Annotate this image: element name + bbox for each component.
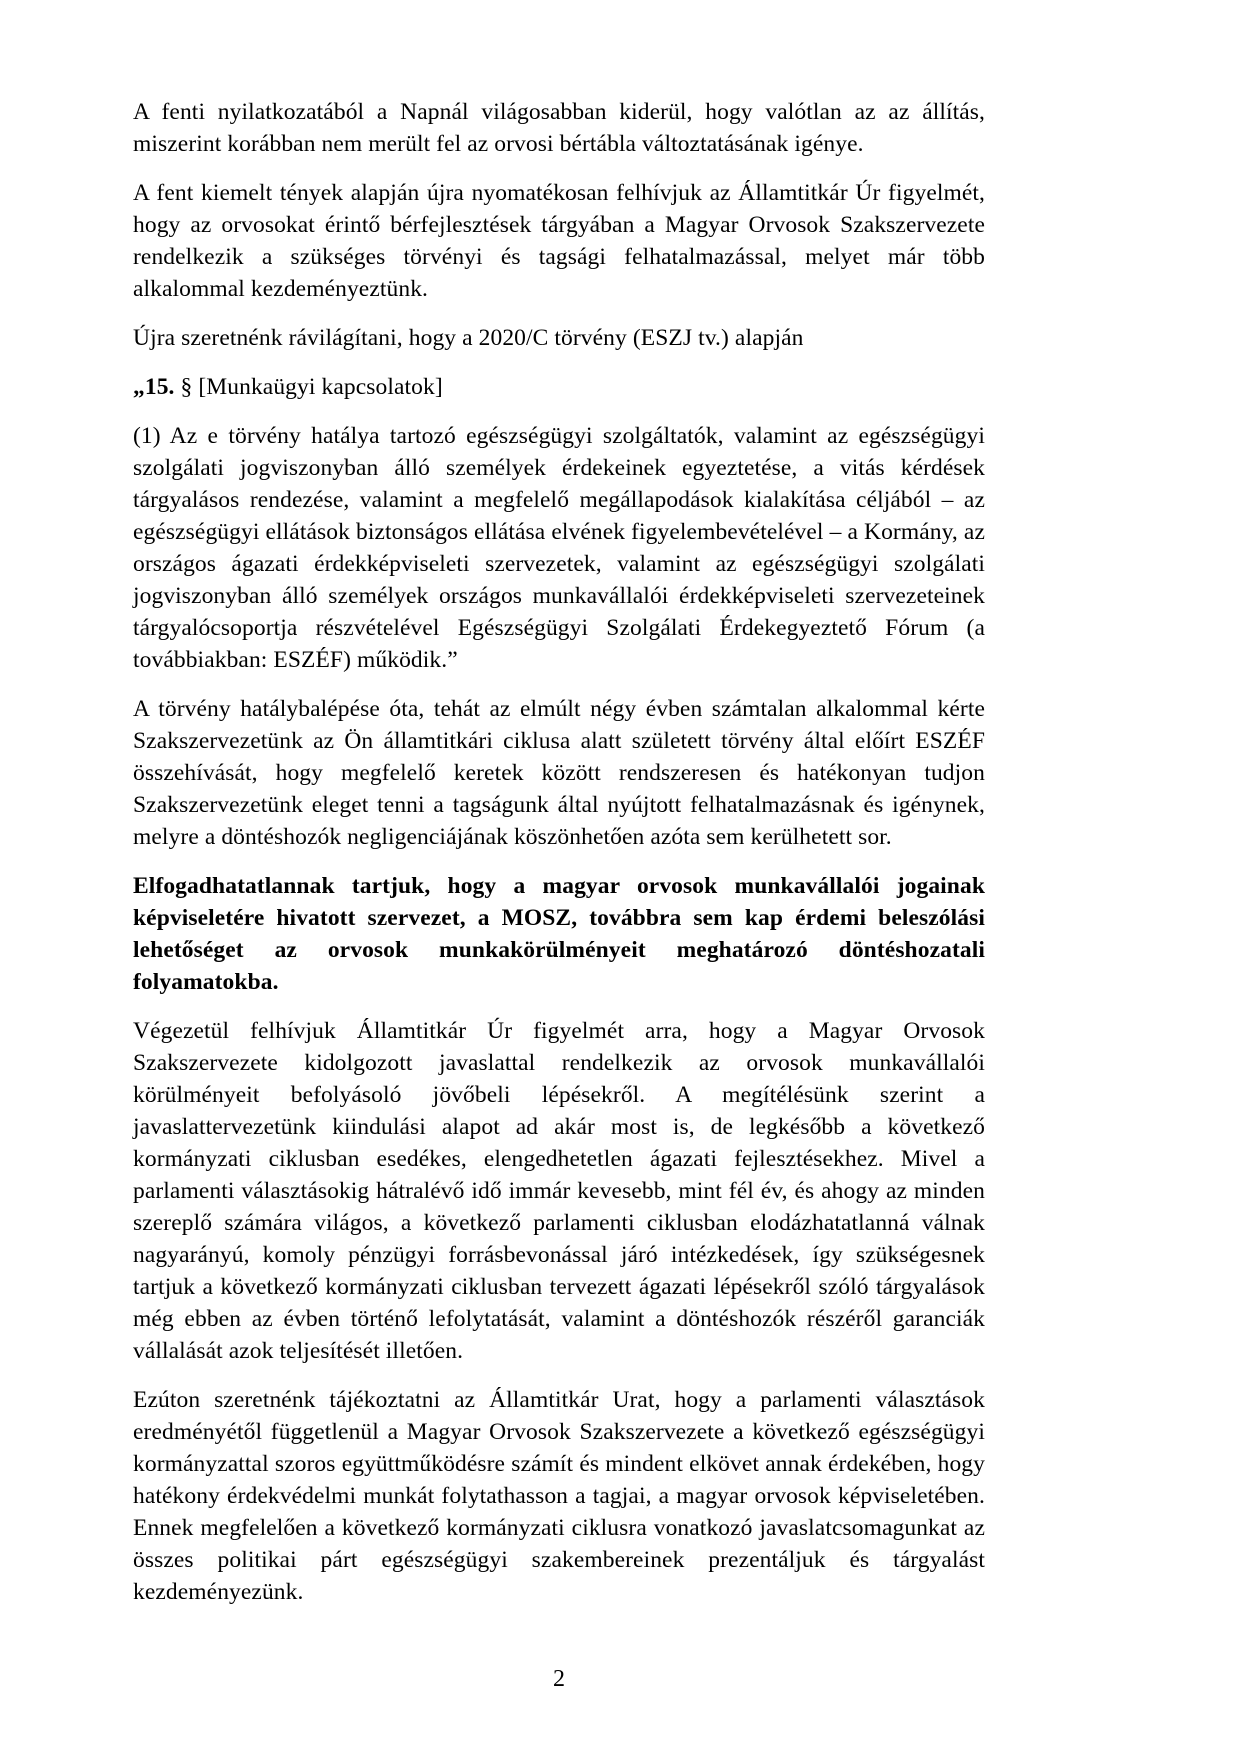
paragraph [133, 371, 985, 403]
text-run: A fent kiemelt tények alapján újra nyomatékosan felhívjuk az Államtitkár Úr figyelmét, hogy az orvosokat érintő bérfejlesztések tárgyában a Magyar Orvosok Szakszervezete rendelkezik a szükséges törvényi és tagsági felhatalmazással, melyet már több alkalommal kezdeményeztünk. [133, 180, 985, 302]
paragraph [133, 96, 985, 160]
text-run: § [Munkaügyi kapcsolatok] [180, 374, 443, 400]
text-run: Elfogadhatatlannak tartjuk, hogy a magyar orvosok munkavállalói jogainak képviseletére hivatott szervezet, a MOSZ, továbbra sem kap érdemi beleszólási lehetőséget az orvosok munkakörülményeit meghatározó döntéshozatali folyamatokba. [133, 873, 985, 995]
text-run: (1) Az e törvény hatálya tartozó egészségügyi szolgáltatók, valamint az egészségügyi szolgálati jogviszonyban álló személyek érdekeinek egyeztetése, a vitás kérdések tárgyalásos rendezése, valamint a megfelelő megállapodások kialakítása céljából – az egészségügyi ellátások biztonságos ellátása elvének figyelembevételével – a Kormány, az országos ágazati érdekképviseleti szervezetek, valamint az egészségügyi szolgálati jogviszonyban álló személyek országos munkavállalói érdekképviseleti szervezeteinek tárgyalócsoportja részvételével Egészségügyi Szolgálati Érdekegyeztető Fórum (a továbbiakban: ESZÉF) működik.” [133, 423, 985, 673]
paragraph [133, 1384, 985, 1608]
text-run: „15. [133, 374, 181, 400]
text-run: Ezúton szeretnénk tájékoztatni az Államtitkár Urat, hogy a parlamenti választások eredményétől függetlenül a Magyar Orvosok Szakszervezete a következő egészségügyi kormányzattal szoros együttműködésre számít és mindent elkövet annak érdekében, hogy hatékony érdekvédelmi munkát folytathasson a tagjai, a magyar orvosok képviseletében. Ennek megfelelően a következő kormányzati ciklusra vonatkozó javaslatcsomagunkat az összes politikai párt egészségügyi szakembereinek prezentáljuk és tárgyalást kezdeményezünk. [133, 1387, 985, 1605]
document-body [133, 96, 985, 1625]
paragraph [133, 693, 985, 853]
paragraph [133, 420, 985, 676]
text-run: A törvény hatálybalépése óta, tehát az elmúlt négy évben számtalan alkalommal kérte Szakszervezetünk az Ön államtitkári ciklusa alatt született törvény által előírt ESZÉF összehívását, hogy megfelelő keretek között rendszeresen és hatékonyan tudjon Szakszervezetünk eleget tenni a tagságunk által nyújtott felhatalmazásnak és igénynek, melyre a döntéshozók negligenciájának köszönhetően azóta sem kerülhetett sor. [133, 696, 985, 850]
text-run: Újra szeretnénk rávilágítani, hogy a 2020/C törvény (ESZJ tv.) alapján [133, 325, 804, 351]
page-number: 2 [553, 1666, 565, 1692]
text-run: Végezetül felhívjuk Államtitkár Úr figyelmét arra, hogy a Magyar Orvosok Szakszervezete kidolgozott javaslattal rendelkezik az orvosok munkavállalói körülményeit befolyásoló jövőbeli lépésekről. A megítélésünk szerint a javaslattervezetünk kiindulási alapot ad akár most is, de legkésőbb a következő kormányzati ciklusban esedékes, elengedhetetlen ágazati fejlesztésekhez. Mivel a parlamenti választásokig hátralévő idő immár kevesebb, mint fél év, és ahogy az minden szereplő számára világos, a következő parlamenti ciklusban elodázhatatlanná válnak nagyarányú, komoly pénzügyi forrásbevonással járó intézkedések, így szükségesnek tartjuk a következő kormányzati ciklusban tervezett ágazati lépésekről szóló tárgyalások még ebben az évben történő lefolytatását, valamint a döntéshozók részéről garanciák vállalását azok teljesítését illetően. [133, 1018, 985, 1364]
text-run: A fenti nyilatkozatából a Napnál világosabban kiderül, hogy valótlan az az állítás, miszerint korábban nem merült fel az orvosi bértábla változtatásának igénye. [133, 99, 985, 157]
paragraph [133, 177, 985, 305]
paragraph [133, 322, 985, 354]
paragraph [133, 870, 985, 998]
paragraph [133, 1015, 985, 1367]
